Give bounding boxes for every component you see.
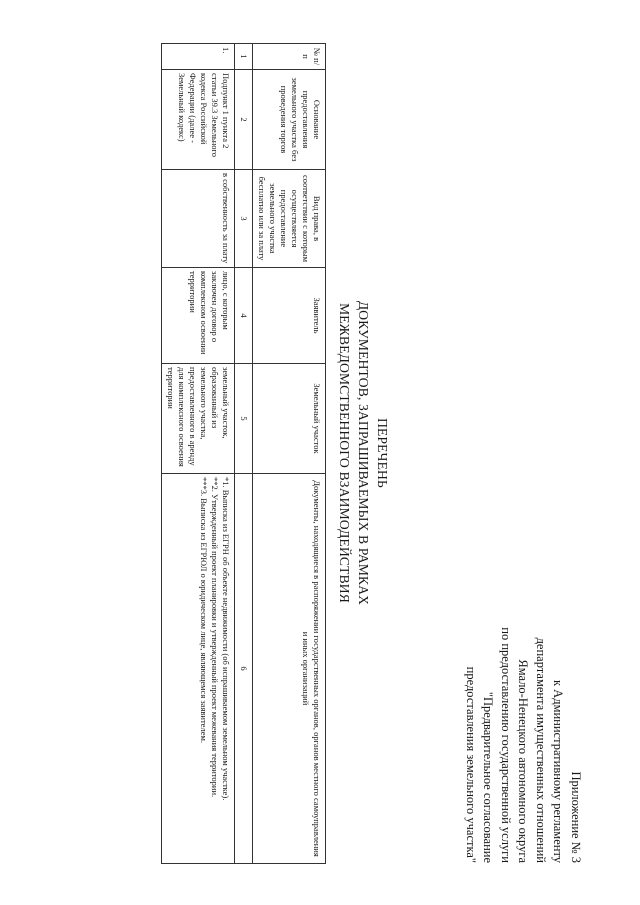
appendix-line: "Предварительное согласование (481, 691, 496, 863)
table-number-row (235, 44, 253, 864)
column-number: 1 (235, 44, 253, 70)
header-cell: Заявитель (253, 268, 326, 364)
title-line: ДОКУМЕНТОВ, ЗАПРАШИВАЕМЫХ В РАМКАХ (356, 300, 371, 606)
column-number: 2 (235, 70, 253, 170)
header-cell: № п/п (253, 44, 326, 70)
document-item: **2. Утвержденный проект планировки и утвержденный проект межевания территории. (210, 477, 220, 798)
documents-table (161, 43, 326, 864)
title-line: ПЕРЕЧЕНЬ (375, 418, 390, 488)
appendix-header (462, 443, 585, 863)
appendix-line: по предоставлению государственной услуги (499, 627, 513, 863)
appendix-line: к Административному регламенту (551, 679, 566, 863)
row-number: 1. (162, 44, 235, 70)
header-cell: Основание предоставления земельного участка без проведения торгов (253, 70, 326, 170)
document-item: ***3. Выписка из ЕГРЮЛ о юридическом лице, являющемся заявителем. (199, 477, 209, 743)
document-sheet (64, 43, 584, 863)
row-documents (162, 474, 235, 864)
title-line: МЕЖВЕДОМСТВЕННОГО ВЗАИМОДЕЙСТВИЯ (337, 303, 352, 603)
table-header-row (253, 44, 326, 864)
header-cell: Документы, находящиеся в распоряжении государственных органов, органов местного самоуправления и иных организаций (253, 474, 326, 864)
column-number: 6 (235, 474, 253, 864)
column-number: 4 (235, 268, 253, 364)
header-cell: Земельный участок (253, 364, 326, 474)
row-land-plot: земельный участок, образованный из земельного участка, предоставленного в аренду для комплексного освоения территории (162, 364, 235, 474)
appendix-line: Ямало-Ненецкого автономного округа (516, 659, 531, 863)
table-row (162, 44, 235, 864)
row-right-type: в собственность за плату (162, 170, 235, 268)
column-number: 3 (235, 170, 253, 268)
appendix-line: предоставления земельного участка" (464, 666, 478, 863)
header-cell: Вид права, в соответствии с которым осуществляется предоставление земельного участка бесплатно или за плату (253, 170, 326, 268)
appendix-line: Приложение № 3 (569, 771, 583, 863)
document-title (335, 43, 392, 863)
column-number: 5 (235, 364, 253, 474)
appendix-line: департамента имущественных отношений (534, 637, 548, 863)
row-applicant: лицо, с которым заключен договор о комплексном освоении территории (162, 268, 235, 364)
row-basis: Подпункт 1 пункта 2 статьи 39.3 Земельного кодекса Российской Федерации (далее - Земельный кодекс) (162, 70, 235, 170)
document-item: *1. Выписка из ЕГРН об объекте недвижимости (об испрашиваемом земельном участке). (221, 477, 231, 801)
